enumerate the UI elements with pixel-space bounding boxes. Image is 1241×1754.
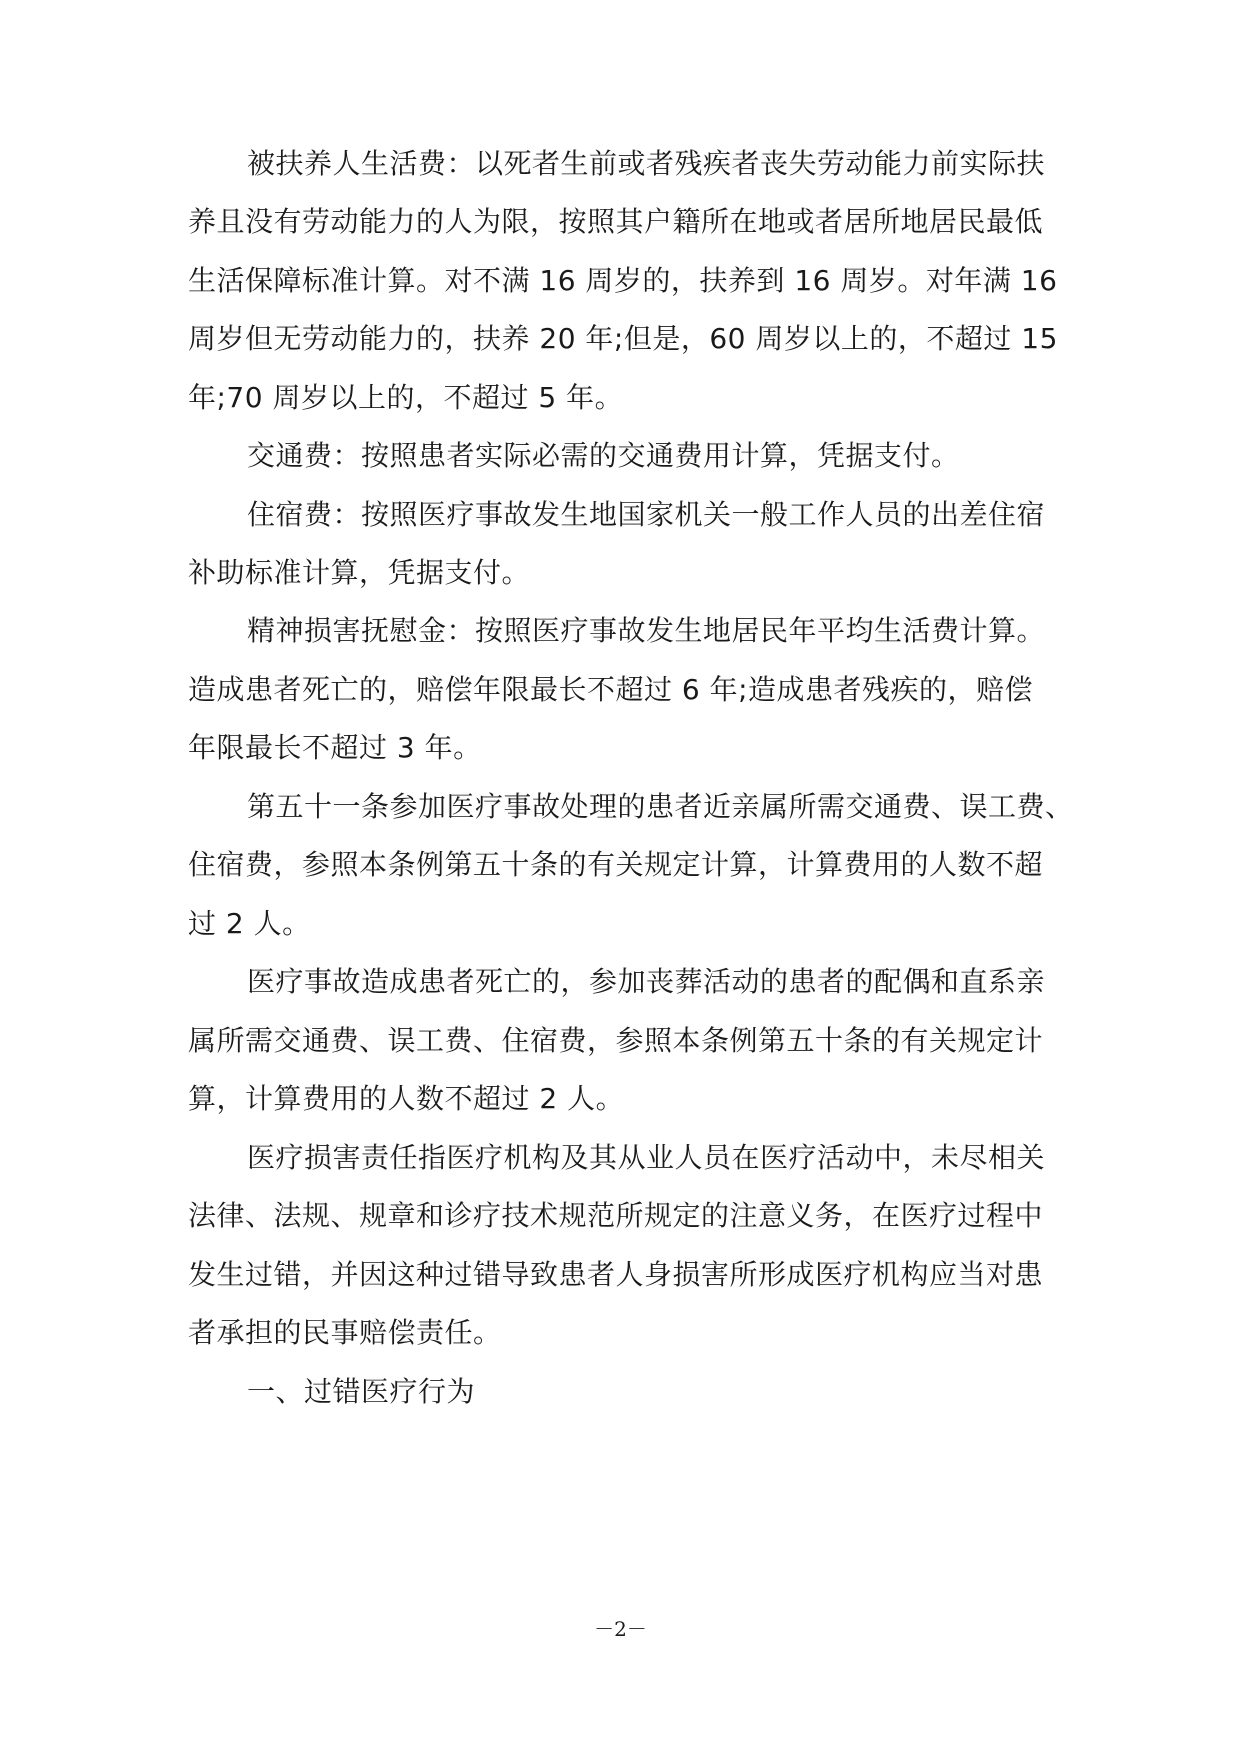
text-line: 年;70 周岁以上的，不超过 5 年。 [188, 381, 624, 414]
text-line: 住宿费，参照本条例第五十条的有关规定计算，计算费用的人数不超 [188, 848, 1044, 881]
text-line: 过 2 人。 [188, 907, 311, 940]
text-line: 算，计算费用的人数不超过 2 人。 [188, 1082, 625, 1115]
text-line: 被扶养人生活费：以死者生前或者残疾者丧失劳动能力前实际扶 [247, 147, 1046, 180]
text-line: 造成患者死亡的，赔偿年限最长不超过 6 年;造成患者残疾的，赔偿 [188, 673, 1034, 706]
text-line: 发生过错，并因这种过错导致患者人身损害所形成医疗机构应当对患 [188, 1258, 1044, 1291]
text-line: 交通费：按照患者实际必需的交通费用计算，凭据支付。 [247, 439, 960, 472]
text-line: 第五十一条参加医疗事故处理的患者近亲属所需交通费、误工费、 [247, 790, 1074, 823]
text-line: 补助标准计算，凭据支付。 [188, 556, 531, 589]
text-line: 生活保障标准计算。对不满 16 周岁的，扶养到 16 周岁。对年满 16 [188, 264, 1058, 297]
text-line: 年限最长不超过 3 年。 [188, 731, 482, 764]
text-line: 属所需交通费、误工费、住宿费，参照本条例第五十条的有关规定计 [188, 1024, 1044, 1057]
text-line: 医疗损害责任指医疗机构及其从业人员在医疗活动中，未尽相关 [247, 1141, 1046, 1174]
text-line: 养且没有劳动能力的人为限，按照其户籍所在地或者居所地居民最低 [188, 205, 1044, 238]
page-number: －2－ [594, 1617, 647, 1641]
text-line: 一、过错医疗行为 [247, 1375, 476, 1408]
text-line: 者承担的民事赔偿责任。 [188, 1316, 502, 1349]
text-line: 法律、法规、规章和诊疗技术规范所规定的注意义务，在医疗过程中 [188, 1199, 1044, 1232]
text-line: 精神损害抚慰金：按照医疗事故发生地居民年平均生活费计算。 [247, 614, 1046, 647]
text-line: 医疗事故造成患者死亡的，参加丧葬活动的患者的配偶和直系亲 [247, 965, 1046, 998]
text-line: 住宿费：按照医疗事故发生地国家机关一般工作人员的出差住宿 [247, 498, 1046, 531]
text-line: 周岁但无劳动能力的，扶养 20 年;但是，60 周岁以上的，不超过 15 [188, 322, 1058, 355]
